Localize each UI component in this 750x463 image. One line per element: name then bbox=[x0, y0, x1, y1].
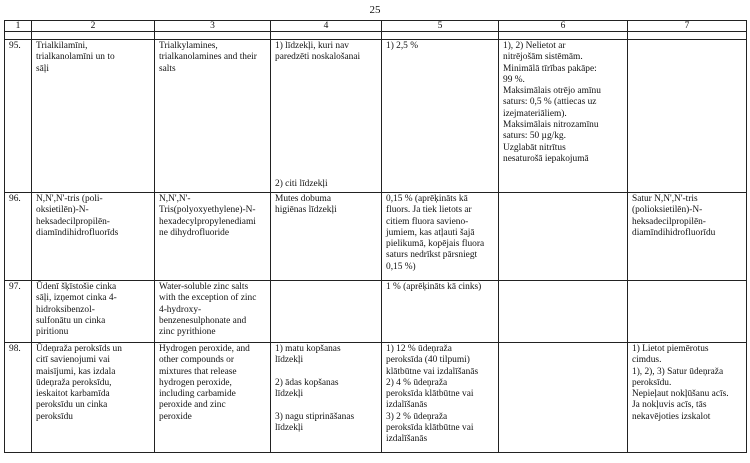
product-type: 1) matu kopšanas līdzekļi 2) ādas kopšanas līdzekļi 3) nagu stiprināšanas līdzekļi bbox=[271, 343, 382, 453]
conditions: 1), 2) Nelietot ar nitrējošām sistēmām. Minimālā tīrības pakāpe: 99 %. Maksimālais otrējo amīnu saturs: 0,5 % (attiecas uz izejmateriāliem). Maksimālais nitrozamīnu saturs: 50 µg/kg. Uzglabāt nitrītus nesaturošā iepakojumā bbox=[499, 40, 628, 193]
column-header: 5 bbox=[382, 21, 499, 32]
conditions bbox=[499, 281, 628, 343]
substance-name-lv: Ūdenī šķīstošie cinka sāļi, izņemot cinka 4- hidroksibenzol- sulfonātu un cinka piritionu bbox=[32, 281, 155, 343]
column-number-row bbox=[5, 21, 747, 32]
product-type: Mutes dobuma higiēnas līdzekļi bbox=[271, 193, 382, 281]
spacer-row bbox=[5, 32, 747, 40]
max-concentration: 1) 12 % ūdeņraža peroksīda (40 tilpumi) klātbūtne vai izdalīšanās 2) 4 % ūdeņraža peroksīda klātbūtne vai izdalīšanās 3) 2 % ūdeņraža peroksīda klātbūtne vai izdalīšanās bbox=[382, 343, 499, 453]
column-header: 7 bbox=[628, 21, 747, 32]
max-concentration: 0,15 % (aprēķināts kā fluors. Ja tiek lietots ar citiem fluora savieno- jumiem, kas atļauti šajā pielikumā, kopējais fluora saturs nedrīkst pārsniegt 0,15 %) bbox=[382, 193, 499, 281]
product-type-cell bbox=[271, 40, 382, 193]
warnings: Satur N,N',N'-tris (polioksietilēn)-N- heksadecilpropilēn- diamīndihidrofluorīdu bbox=[628, 193, 747, 281]
substance-name-lv: Ūdeņraža peroksīds un citī savienojumi vai maisījumi, kas izdala ūdeņraža peroksīdu, ieskaitot karbamīda peroksīdu un cinka peroksīdu bbox=[32, 343, 155, 453]
substance-name-lv: Trialkilamīni, trialkanolamīni un to sāļi bbox=[32, 40, 155, 193]
row-number: 98. bbox=[5, 343, 32, 453]
max-concentration: 1 % (aprēķināts kā cinks) bbox=[382, 281, 499, 343]
column-header: 4 bbox=[271, 21, 382, 32]
page-number: 25 bbox=[369, 4, 381, 16]
substance-name-en: Hydrogen peroxide, and other compounds or mixtures that release hydrogen peroxide, including carbamide peroxide and zinc peroxide bbox=[155, 343, 271, 453]
row-number: 97. bbox=[5, 281, 32, 343]
max-concentration: 1) 2,5 % bbox=[382, 40, 499, 193]
warnings bbox=[628, 40, 747, 193]
substance-name-en: Trialkylamines, trialkanolamines and their salts bbox=[155, 40, 271, 193]
substance-name-en: Water-soluble zinc salts with the exception of zinc 4-hydroxy- benzenesulphonate and zinc pyrithione bbox=[155, 281, 271, 343]
table-row bbox=[5, 40, 747, 193]
warnings bbox=[628, 281, 747, 343]
warnings: 1) Lietot piemērotus cimdus. 1), 2), 3) Satur ūdeņraža peroksīdu. Nepieļaut nokļūšanu acīs. Ja nokļuvis acīs, tās nekavējoties izskalot bbox=[628, 343, 747, 453]
column-header: 2 bbox=[32, 21, 155, 32]
conditions bbox=[499, 193, 628, 281]
table-row bbox=[5, 281, 747, 343]
product-type bbox=[271, 281, 382, 343]
product-type: 2) citi līdzekļi bbox=[275, 178, 328, 189]
table-row bbox=[5, 193, 747, 281]
column-header: 1 bbox=[5, 21, 32, 32]
column-header: 6 bbox=[499, 21, 628, 32]
table-row bbox=[5, 343, 747, 453]
substance-name-lv: N,N',N'-tris (poli- oksietilēn)-N- heksadecilpropilēn- diamīndihidrofluorīds bbox=[32, 193, 155, 281]
row-number: 96. bbox=[5, 193, 32, 281]
product-type: 1) līdzekļi, kuri nav paredzēti noskalošanai bbox=[275, 41, 361, 63]
substance-name-en: N,N',N'- Tris(polyoxyethylene)-N- hexadecylpropylenediami ne dihydrofluoride bbox=[155, 193, 271, 281]
conditions bbox=[499, 343, 628, 453]
column-header: 3 bbox=[155, 21, 271, 32]
cosmetic-substances-table bbox=[4, 20, 747, 453]
row-number: 95. bbox=[5, 40, 32, 193]
